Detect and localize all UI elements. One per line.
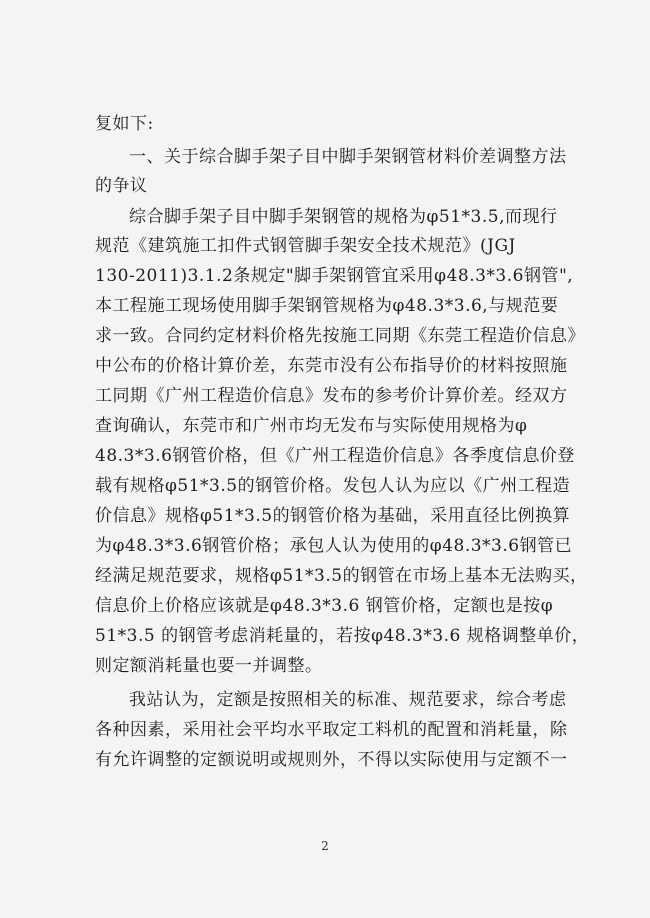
text-line: 为φ48.3*3.6钢管价格；承包人认为使用的φ48.3*3.6钢管已 <box>95 536 573 556</box>
text-line: 有允许调整的定额说明或规则外，不得以实际使用与定额不一 <box>95 750 568 770</box>
text-line: 本工程施工现场使用脚手架钢管规格为φ48.3*3.6,与规范要 <box>95 296 559 316</box>
text-line: 载有规格φ51*3.5的钢管价格。发包人认为应以《广州工程造 <box>95 476 571 496</box>
text-line: 51*3.5 的钢管考虑消耗量的，若按φ48.3*3.6 规格调整单价， <box>95 626 590 646</box>
text-line: 规范《建筑施工扣件式钢管脚手架安全技术规范》(JGJ <box>95 236 516 256</box>
text-line: 价信息》规格φ51*3.5的钢管价格为基础，采用直径比例换算 <box>95 506 571 526</box>
text-line: 则定额消耗量也要一并调整。 <box>95 656 323 676</box>
text-line: 中公布的价格计算价差，东莞市没有公布指导价的材料按照施 <box>95 356 568 376</box>
text-line: 48.3*3.6钢管价格，但《广州工程造价信息》各季度信息价登 <box>95 446 575 466</box>
text-line: 130-2011)3.1.2条规定"脚手架钢管宜采用φ48.3*3.6钢管", <box>95 266 574 286</box>
page-number: 2 <box>321 839 329 853</box>
section-heading-line: 的争议 <box>95 176 148 196</box>
text-line: 复如下: <box>95 114 154 134</box>
text-line: 信息价上价格应该就是φ48.3*3.6 钢管价格，定额也是按φ <box>95 596 554 616</box>
text-line: 各种因素，采用社会平均水平取定工料机的配置和消耗量，除 <box>95 720 568 740</box>
text-line: 我站认为，定额是按照相关的标准、规范要求，综合考虑 <box>129 690 567 710</box>
text-line: 查询确认，东莞市和广州市均无发布与实际使用规格为φ <box>95 416 528 436</box>
text-line: 求一致。合同约定材料价格先按施工同期《东莞工程造价信息》 <box>95 326 585 346</box>
text-line: 工同期《广州工程造价信息》发布的参考价计算价差。经双方 <box>95 386 568 406</box>
text-line: 综合脚手架子目中脚手架钢管的规格为φ51*3.5,而现行 <box>129 207 558 227</box>
section-heading-line: 一、关于综合脚手架子目中脚手架钢管材料价差调整方法 <box>129 147 567 167</box>
text-line: 经满足规范要求，规格φ51*3.5的钢管在市场上基本无法购买， <box>95 566 588 586</box>
